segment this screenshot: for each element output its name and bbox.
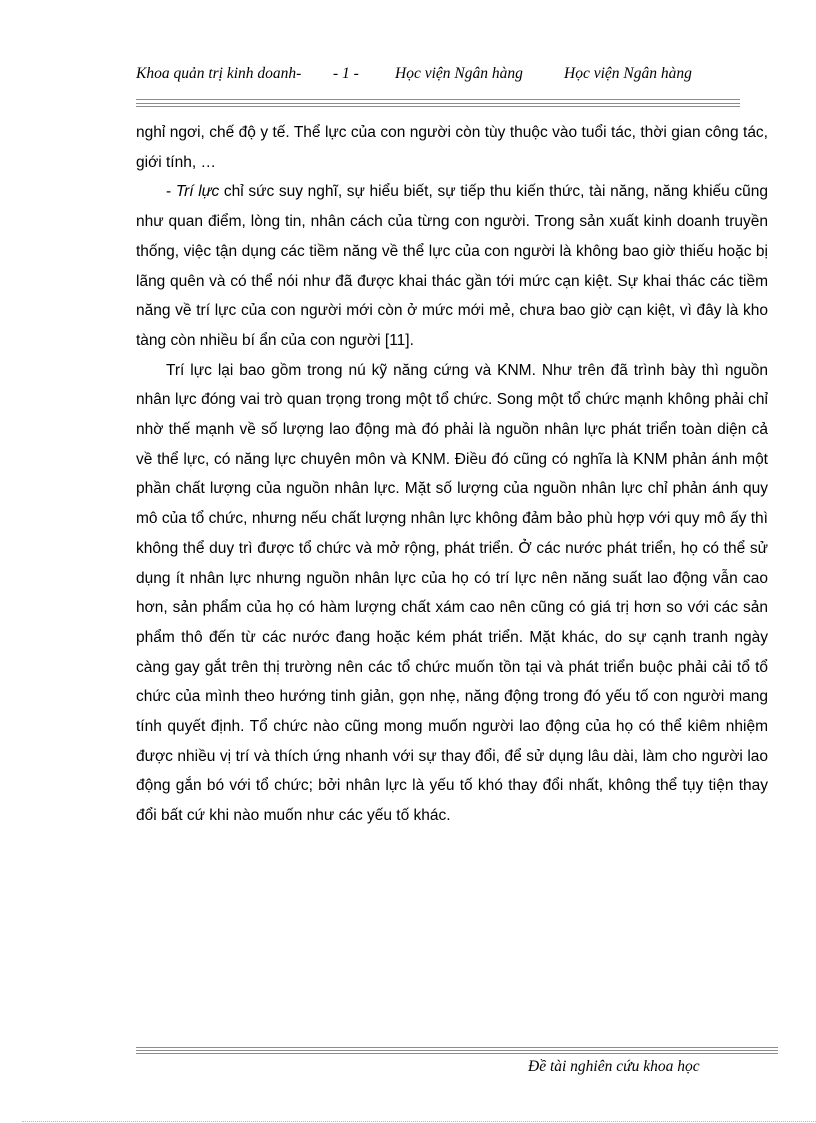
header-rule-thin [136,99,740,100]
header-page-number: - 1 - [333,65,359,82]
paragraph-intellect [136,177,768,355]
document-body [136,118,768,831]
footer-rule-thin [136,1047,778,1048]
header-school-repeat: Học viện Ngân hàng [564,65,692,82]
paragraph-soft-skills: Trí lực lại bao gồm trong nú kỹ năng cứng và KNM. Như trên đã trình bày thì nguồn nhân lực đóng vai trò quan trọng trong một tổ chức. Song một tổ chức mạnh không phải chỉ nhờ thế mạnh về số lượng lao động mà đó phải là nguồn nhân lực phát triển toàn diện cả về thể lực, có năng lực chuyên môn và KNM. Điều đó cũng có nghĩa là KNM phản ánh một phần chất lượng của nguồn nhân lực. Mặt số lượng của nguồn nhân lực chỉ phản ánh quy mô của tổ chức, nhưng nếu chất lượng nhân lực không đảm bảo phù hợp với quy mô ấy thì không thể duy trì được tổ chức và mở rộng, phát triển. Ở các nước phát triển, họ có thể sử dụng ít nhân lực nhưng nguồn nhân lực của họ có trí lực nên năng suất lao động vẫn cao hơn, sản phẩm của họ có hàm lượng chất xám cao nên cũng có giá trị hơn so với các sản phẩm thô đến từ các nước đang hoặc kém phát triển. Mặt khác, do sự cạnh tranh ngày càng gay gắt trên thị trường nên các tổ chức muốn tồn tại và phát triển buộc phải cải tổ tổ chức của mình theo hướng tinh giản, gọn nhẹ, năng động trong đó yếu tố con người mang tính quyết định. Tổ chức nào cũng mong muốn người lao động của họ có thể kiêm nhiệm được nhiều vị trí và thích ứng nhanh với sự thay đổi, để sử dụng lâu dài, làm cho người lao động gắn bó với tổ chức; bởi nhân lực là yếu tố khó thay đổi nhất, không thể tụy tiện thay đổi bất cứ khi nào muốn như các yếu tố khác. [136,361,768,825]
header-rule-double [136,103,740,107]
bullet-dash: - [166,183,176,201]
page-bottom-dotted-border [22,1121,816,1122]
page-footer-title: Đề tài nghiên cứu khoa học [528,1058,700,1075]
paragraph-physical-strength: nghỉ ngơi, chế độ y tế. Thể lực của con người còn tùy thuộc vào tuổi tác, thời gian công tác, giới tính, … [136,124,768,171]
intellect-definition: chỉ sức suy nghĩ, sự hiểu biết, sự tiếp thu kiến thức, tài năng, năng khiếu cũng như quan điểm, lòng tin, nhân cách của từng con người. Trong sản xuất kinh doanh truyền thống, việc tận dụng các tiềm năng về thể lực của con người là không bao giờ thiếu hoặc bị lãng quên và có thể nói như đã được khai thác gần tới mức cạn kiệt. Sự khai thác các tiềm năng về trí lực của con người mới còn ở mức mới mẻ, chưa bao giờ cạn kiệt, vì đây là kho tàng còn nhiều bí ẩn của con người [11]. [136,183,769,349]
header-school: Học viện Ngân hàng [395,65,523,82]
header-faculty: Khoa quản trị kinh doanh- [136,65,302,82]
term-intellect: Trí lực [175,183,220,201]
footer-rule-double [136,1050,778,1054]
